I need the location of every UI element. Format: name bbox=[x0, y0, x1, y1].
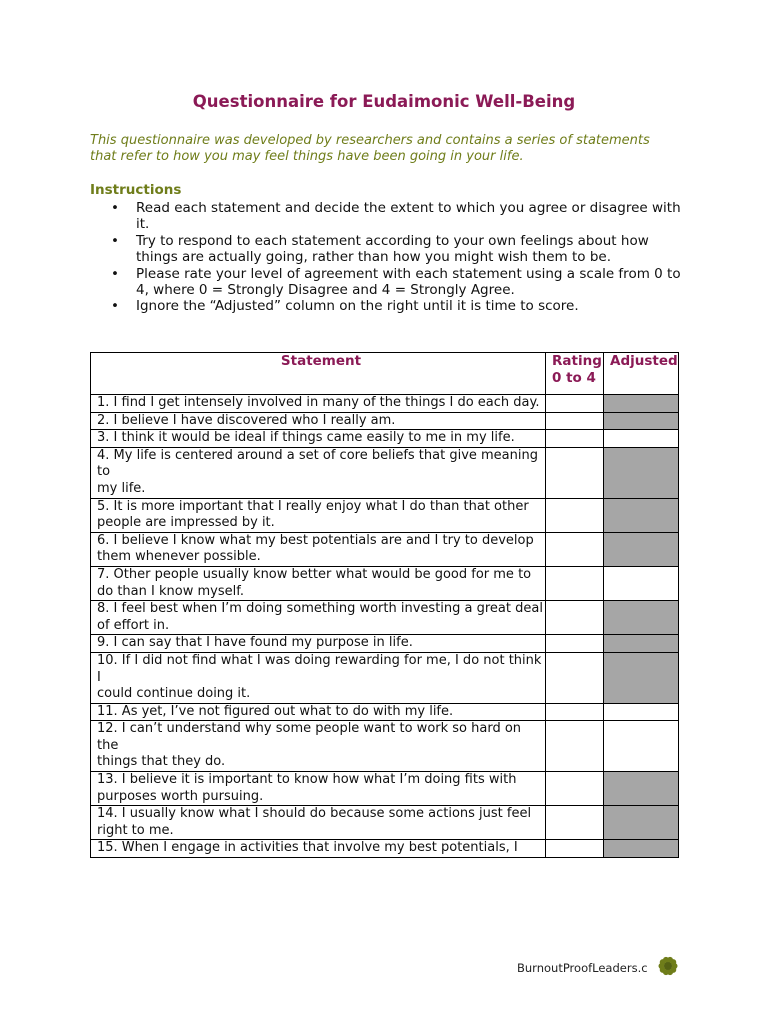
adjusted-cell bbox=[604, 652, 679, 703]
table-row bbox=[91, 840, 679, 858]
adjusted-cell bbox=[604, 498, 679, 532]
statement-cell: 1. I find I get intensely involved in many of the things I do each day. bbox=[91, 395, 546, 413]
statement-cell: 9. I can say that I have found my purpose in life. bbox=[91, 635, 546, 653]
statement-cell: 15. When I engage in activities that involve my best potentials, I bbox=[91, 840, 546, 858]
rating-cell[interactable] bbox=[546, 703, 604, 721]
adjusted-cell bbox=[604, 806, 679, 840]
rating-cell[interactable] bbox=[546, 601, 604, 635]
table-row bbox=[91, 566, 679, 600]
logo-center bbox=[664, 962, 672, 970]
adjusted-cell bbox=[604, 840, 679, 858]
adjusted-cell bbox=[604, 721, 679, 772]
adjusted-cell bbox=[604, 566, 679, 600]
table-row bbox=[91, 635, 679, 653]
table-row bbox=[91, 498, 679, 532]
instruction-item: • Try to respond to each statement according to your own feelings about how things are actually going, rather than how you might wish them to be. bbox=[90, 233, 688, 266]
rating-cell[interactable] bbox=[546, 532, 604, 566]
adjusted-cell bbox=[604, 532, 679, 566]
rating-cell[interactable] bbox=[546, 652, 604, 703]
table-row bbox=[91, 532, 679, 566]
rating-column-header: Rating 0 to 4 bbox=[546, 353, 604, 395]
statement-cell: 7. Other people usually know better what would be good for me to do than I know myself. bbox=[91, 566, 546, 600]
table-row bbox=[91, 772, 679, 806]
instruction-item: • Ignore the “Adjusted” column on the right until it is time to score. bbox=[90, 298, 688, 314]
adjusted-cell bbox=[604, 395, 679, 413]
footer-website: BurnoutProofLeaders.c bbox=[517, 961, 648, 975]
table-row bbox=[91, 721, 679, 772]
statement-cell: 14. I usually know what I should do because some actions just feel right to me. bbox=[91, 806, 546, 840]
table-row bbox=[91, 430, 679, 448]
table-row bbox=[91, 447, 679, 498]
questionnaire-table bbox=[90, 352, 679, 858]
statement-cell: 3. I think it would be ideal if things came easily to me in my life. bbox=[91, 430, 546, 448]
instructions-heading: Instructions bbox=[90, 182, 182, 198]
table-header-row bbox=[91, 353, 679, 395]
rating-cell[interactable] bbox=[546, 840, 604, 858]
rating-cell[interactable] bbox=[546, 635, 604, 653]
rating-cell[interactable] bbox=[546, 566, 604, 600]
instructions-list bbox=[90, 200, 688, 315]
statement-cell: 8. I feel best when I’m doing something worth investing a great deal of effort in. bbox=[91, 601, 546, 635]
adjusted-column-header: Adjusted bbox=[604, 353, 679, 395]
adjusted-cell bbox=[604, 430, 679, 448]
instruction-item: • Read each statement and decide the extent to which you agree or disagree with it. bbox=[90, 200, 688, 233]
rating-cell[interactable] bbox=[546, 395, 604, 413]
rating-cell[interactable] bbox=[546, 412, 604, 430]
statement-cell: 2. I believe I have discovered who I really am. bbox=[91, 412, 546, 430]
statement-cell: 10. If I did not find what I was doing rewarding for me, I do not think I could continue doing it. bbox=[91, 652, 546, 703]
table-row bbox=[91, 412, 679, 430]
rating-cell[interactable] bbox=[546, 772, 604, 806]
adjusted-cell bbox=[604, 412, 679, 430]
instruction-item: • Please rate your level of agreement with each statement using a scale from 0 to 4, where 0 = Strongly Disagree and 4 = Strongly Agree. bbox=[90, 266, 688, 299]
rating-cell[interactable] bbox=[546, 498, 604, 532]
table-row bbox=[91, 703, 679, 721]
adjusted-cell bbox=[604, 703, 679, 721]
statement-cell: 11. As yet, I’ve not figured out what to do with my life. bbox=[91, 703, 546, 721]
adjusted-cell bbox=[604, 635, 679, 653]
statement-cell: 5. It is more important that I really enjoy what I do than that other people are impressed by it. bbox=[91, 498, 546, 532]
statement-cell: 12. I can’t understand why some people want to work so hard on the things that they do. bbox=[91, 721, 546, 772]
statement-cell: 4. My life is centered around a set of core beliefs that give meaning to my life. bbox=[91, 447, 546, 498]
rating-cell[interactable] bbox=[546, 721, 604, 772]
statement-column-header: Statement bbox=[91, 353, 546, 395]
intro-paragraph: This questionnaire was developed by researchers and contains a series of statements that refer to how you may feel things have been going in your life. bbox=[90, 133, 650, 164]
statement-cell: 13. I believe it is important to know how what I’m doing fits with purposes worth pursuing. bbox=[91, 772, 546, 806]
adjusted-cell bbox=[604, 447, 679, 498]
table-row bbox=[91, 395, 679, 413]
statement-cell: 6. I believe I know what my best potentials are and I try to develop them whenever possible. bbox=[91, 532, 546, 566]
table-row bbox=[91, 652, 679, 703]
adjusted-cell bbox=[604, 601, 679, 635]
table-row bbox=[91, 806, 679, 840]
page-title: Questionnaire for Eudaimonic Well-Being bbox=[192, 92, 576, 111]
flower-logo-icon bbox=[657, 955, 679, 977]
rating-cell[interactable] bbox=[546, 430, 604, 448]
rating-cell[interactable] bbox=[546, 806, 604, 840]
adjusted-cell bbox=[604, 772, 679, 806]
table-row bbox=[91, 601, 679, 635]
rating-cell[interactable] bbox=[546, 447, 604, 498]
